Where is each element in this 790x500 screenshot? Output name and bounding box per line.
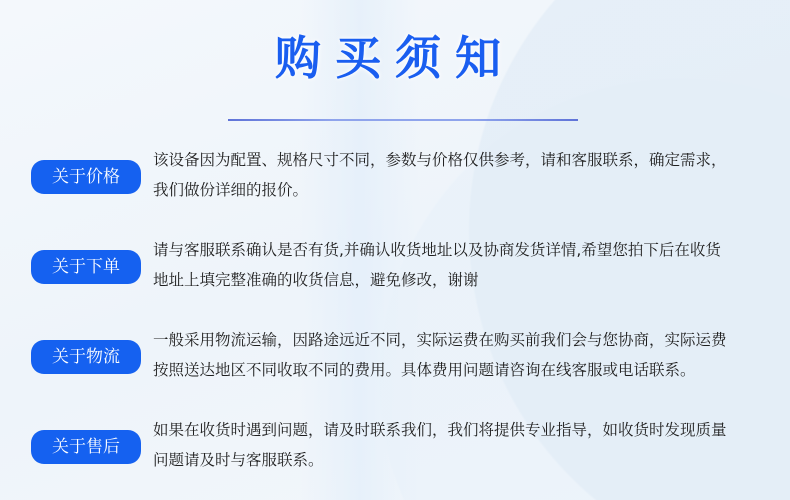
section-order: [0, 235, 790, 305]
section-text: [153, 415, 778, 475]
section-text: [153, 235, 778, 295]
text-line: 我们做份详细的报价。: [153, 181, 309, 199]
text-line: 问题请及时与客服联系。: [153, 451, 324, 469]
section-badge: 关于价格: [31, 160, 141, 194]
title-divider: [228, 119, 578, 121]
section-badge: 关于售后: [31, 430, 141, 464]
text-line: 请与客服联系确认是否有货,并确认收货地址以及协商发货详情,希望您拍下后在收货: [153, 241, 721, 259]
text-line: 如果在收货时遇到问题，请及时联系我们，我们将提供专业指导，如收货时发现质量: [153, 421, 727, 439]
section-price: [0, 145, 790, 215]
section-badge: 关于下单: [31, 250, 141, 284]
section-text: [153, 325, 778, 385]
text-line: 按照送达地区不同收取不同的费用。具体费用问题请咨询在线客服或电话联系。: [153, 361, 696, 379]
page-title: 购买须知: [275, 31, 515, 85]
section-after-sales: [0, 415, 790, 485]
text-line: 一般采用物流运输，因路途远近不同，实际运费在购买前我们会与您协商，实际运费: [153, 331, 727, 349]
section-badge: 关于物流: [31, 340, 141, 374]
section-logistics: [0, 325, 790, 395]
section-text: [153, 145, 778, 205]
text-line: 地址上填完整准确的收货信息，避免修改，谢谢: [153, 271, 479, 289]
text-line: 该设备因为配置、规格尺寸不同，参数与价格仅供参考，请和客服联系，确定需求，: [153, 151, 727, 169]
